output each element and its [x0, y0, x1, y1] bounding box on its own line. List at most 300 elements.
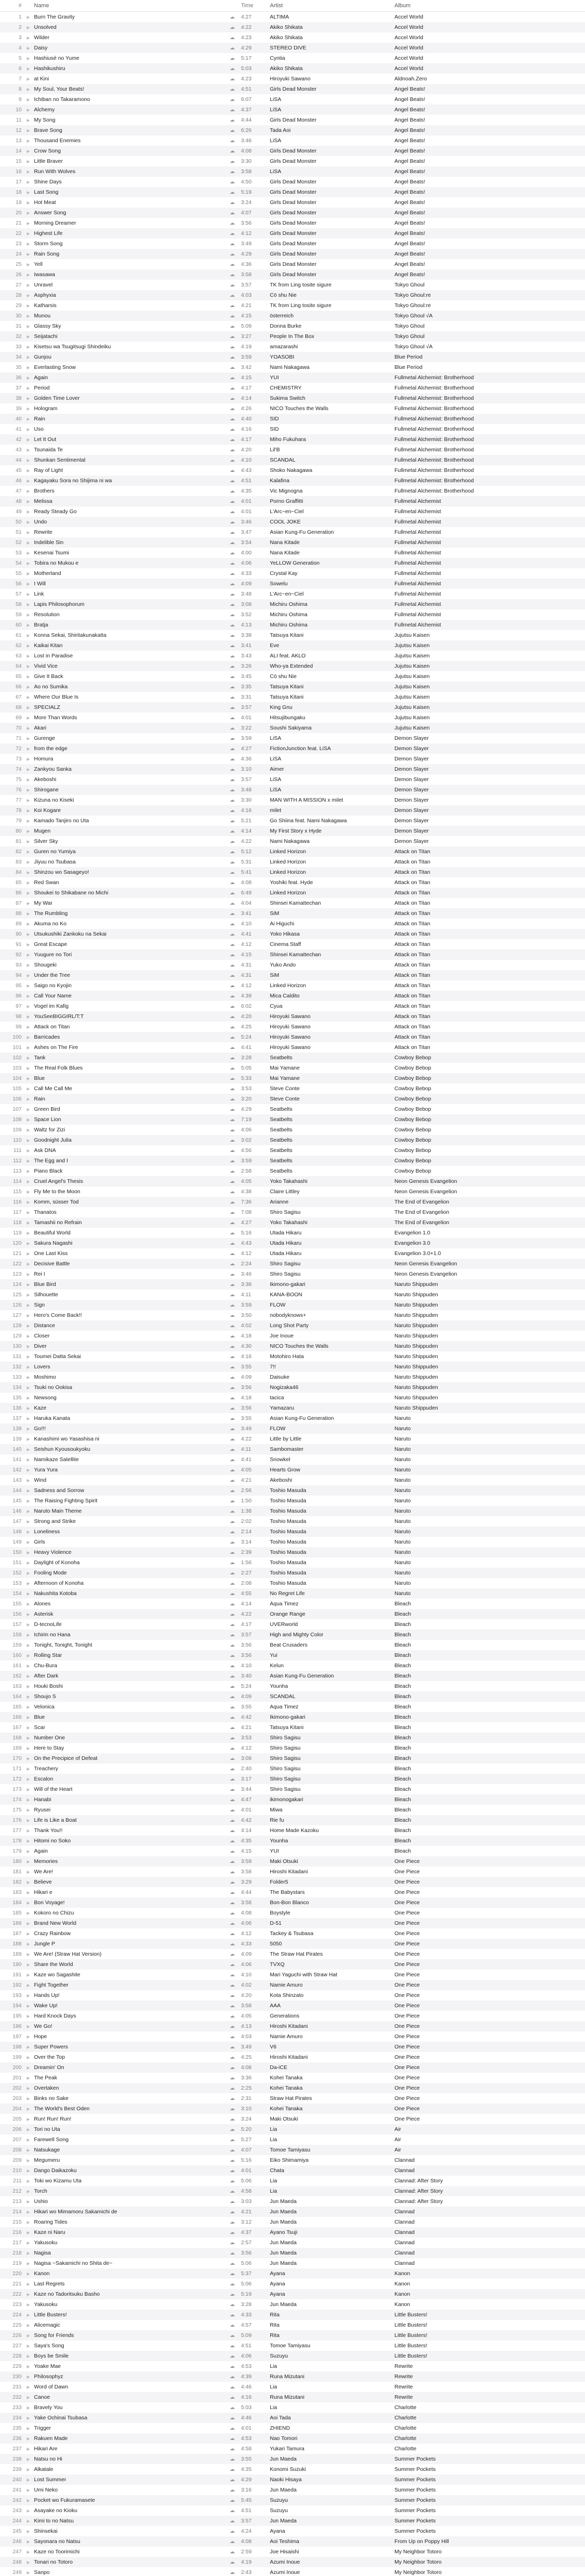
track-row[interactable] — [0, 1351, 585, 1362]
track-row[interactable] — [0, 1990, 585, 2001]
track-album: Attack on Titan — [394, 952, 431, 958]
track-row[interactable] — [0, 1413, 585, 1423]
track-row[interactable] — [0, 1506, 585, 1516]
track-number: 171 — [12, 1766, 22, 1772]
track-row[interactable] — [0, 1774, 585, 1784]
track-row[interactable] — [0, 2155, 585, 2165]
track-row[interactable] — [0, 1145, 585, 1156]
track-row[interactable] — [0, 342, 585, 352]
track-row[interactable] — [0, 434, 585, 445]
track-row[interactable] — [0, 331, 585, 342]
track-row[interactable] — [0, 950, 585, 960]
play-icon: ▶ — [27, 828, 30, 834]
track-row[interactable] — [0, 1764, 585, 1774]
track-row[interactable] — [0, 980, 585, 991]
track-row[interactable] — [0, 2145, 585, 2155]
track-row[interactable] — [0, 1918, 585, 1928]
play-icon: ▶ — [27, 117, 30, 123]
track-row[interactable] — [0, 2042, 585, 2052]
track-row[interactable] — [0, 2031, 585, 2042]
track-row[interactable] — [0, 764, 585, 774]
track-row[interactable] — [0, 2104, 585, 2114]
track-row[interactable] — [0, 1578, 585, 1588]
track-row[interactable] — [0, 2165, 585, 2176]
track-row[interactable] — [0, 2351, 585, 2361]
track-row[interactable] — [0, 311, 585, 321]
track-time: 4:17 — [241, 385, 252, 391]
track-row[interactable] — [0, 1444, 585, 1454]
track-number: 202 — [12, 2085, 22, 2091]
track-row[interactable] — [0, 177, 585, 187]
track-row[interactable] — [0, 651, 585, 661]
track-row[interactable] — [0, 2227, 585, 2238]
track-row[interactable] — [0, 1011, 585, 1022]
track-artist: Chata — [270, 2167, 285, 2174]
track-row[interactable] — [0, 187, 585, 197]
cloud-icon: ☁ — [230, 1230, 235, 1236]
track-row[interactable] — [0, 2186, 585, 2196]
track-row[interactable] — [0, 197, 585, 208]
track-album: Evangelion 1.0 — [394, 1230, 431, 1236]
cloud-icon: ☁ — [230, 2198, 235, 2205]
track-row[interactable] — [0, 135, 585, 146]
track-row[interactable] — [0, 1207, 585, 1217]
track-row[interactable] — [0, 32, 585, 43]
column-header-name[interactable]: Name — [34, 3, 49, 9]
track-row[interactable] — [0, 1300, 585, 1310]
track-row[interactable] — [0, 1248, 585, 1259]
column-header-number[interactable]: # — [18, 3, 22, 9]
track-row[interactable] — [0, 1372, 585, 1382]
track-row[interactable] — [0, 599, 585, 609]
track-row[interactable] — [0, 146, 585, 156]
cloud-icon: ☁ — [230, 426, 235, 432]
track-row[interactable] — [0, 1001, 585, 1011]
track-row[interactable] — [0, 1722, 585, 1733]
track-row[interactable] — [0, 826, 585, 836]
track-row[interactable] — [0, 2536, 585, 2547]
track-row[interactable] — [0, 53, 585, 63]
cloud-icon: ☁ — [230, 1714, 235, 1720]
track-row[interactable] — [0, 414, 585, 424]
track-row[interactable] — [0, 1805, 585, 1815]
track-row[interactable] — [0, 1238, 585, 1248]
track-row[interactable] — [0, 2330, 585, 2341]
cloud-icon: ☁ — [230, 488, 235, 494]
track-row[interactable] — [0, 465, 585, 476]
track-row[interactable] — [0, 1702, 585, 1712]
track-row[interactable] — [0, 403, 585, 414]
play-icon: ▶ — [27, 1292, 30, 1297]
track-row[interactable] — [0, 1032, 585, 1042]
track-row[interactable] — [0, 1114, 585, 1125]
track-name: The World's Best Oden — [34, 2106, 90, 2112]
cloud-icon: ☁ — [230, 65, 235, 72]
track-row[interactable] — [0, 2176, 585, 2186]
track-row[interactable] — [0, 1465, 585, 1475]
track-row[interactable] — [0, 1928, 585, 1939]
track-row[interactable] — [0, 2444, 585, 2454]
track-row[interactable] — [0, 1825, 585, 1836]
track-row[interactable] — [0, 795, 585, 805]
track-time: 3:59 — [241, 1158, 252, 1164]
track-row[interactable] — [0, 939, 585, 950]
track-row[interactable] — [0, 362, 585, 372]
track-row[interactable] — [0, 1599, 585, 1609]
track-row[interactable] — [0, 2547, 585, 2557]
track-row[interactable] — [0, 888, 585, 898]
track-row[interactable] — [0, 846, 585, 857]
track-row[interactable] — [0, 2464, 585, 2475]
track-row[interactable] — [0, 321, 585, 331]
track-row[interactable] — [0, 2124, 585, 2134]
track-time: 3:47 — [241, 529, 252, 535]
track-row[interactable] — [0, 1619, 585, 1630]
track-row[interactable] — [0, 1403, 585, 1413]
track-row[interactable] — [0, 1527, 585, 1537]
track-artist: ikimonogakari — [270, 1797, 303, 1803]
track-row[interactable] — [0, 929, 585, 939]
track-row[interactable] — [0, 2299, 585, 2310]
track-row[interactable] — [0, 2382, 585, 2392]
track-row[interactable] — [0, 1053, 585, 1063]
track-row[interactable] — [0, 208, 585, 218]
track-row[interactable] — [0, 1362, 585, 1372]
track-row[interactable] — [0, 1794, 585, 1805]
track-row[interactable] — [0, 2258, 585, 2268]
track-album: Summer Pockets — [394, 2487, 436, 2493]
track-row[interactable] — [0, 2310, 585, 2320]
track-row[interactable] — [0, 1712, 585, 1722]
track-row[interactable] — [0, 239, 585, 249]
track-row[interactable] — [0, 1475, 585, 1485]
track-row[interactable] — [0, 2001, 585, 2011]
play-icon: ▶ — [27, 2374, 30, 2379]
track-row[interactable] — [0, 2516, 585, 2526]
track-row[interactable] — [0, 733, 585, 743]
track-row[interactable] — [0, 1217, 585, 1228]
track-row[interactable] — [0, 445, 585, 455]
track-row[interactable] — [0, 2207, 585, 2217]
track-row[interactable] — [0, 1125, 585, 1135]
track-artist: Linked Horizon — [270, 859, 306, 865]
track-number: 131 — [12, 1353, 22, 1360]
track-row[interactable] — [0, 455, 585, 465]
column-header-artist[interactable]: Artist — [270, 3, 283, 9]
track-row[interactable] — [0, 1423, 585, 1434]
track-row[interactable] — [0, 970, 585, 980]
track-row[interactable] — [0, 2413, 585, 2423]
track-row[interactable] — [0, 2021, 585, 2031]
track-row[interactable] — [0, 1640, 585, 1650]
track-row[interactable] — [0, 1733, 585, 1743]
track-row[interactable] — [0, 2505, 585, 2516]
cloud-icon: ☁ — [230, 2425, 235, 2431]
track-album: Naruto Shippuden — [394, 1323, 438, 1329]
track-row[interactable] — [0, 1959, 585, 1970]
play-icon: ▶ — [27, 1921, 30, 1926]
track-row[interactable] — [0, 1228, 585, 1238]
track-row[interactable] — [0, 1939, 585, 1949]
track-row[interactable] — [0, 774, 585, 785]
track-row[interactable] — [0, 372, 585, 383]
track-row[interactable] — [0, 1547, 585, 1557]
track-artist: Ayana — [270, 2281, 285, 2287]
track-row[interactable] — [0, 2454, 585, 2464]
track-artist: Hearts Grow — [270, 1467, 300, 1473]
cloud-icon: ☁ — [230, 272, 235, 278]
track-row[interactable] — [0, 1980, 585, 1990]
track-row[interactable] — [0, 1166, 585, 1176]
track-row[interactable] — [0, 1856, 585, 1867]
track-row[interactable] — [0, 1485, 585, 1496]
track-row[interactable] — [0, 1815, 585, 1825]
track-row[interactable] — [0, 486, 585, 496]
track-row[interactable] — [0, 609, 585, 620]
track-row[interactable] — [0, 280, 585, 290]
track-row[interactable] — [0, 156, 585, 166]
track-row[interactable] — [0, 1877, 585, 1887]
track-row[interactable] — [0, 2134, 585, 2145]
track-row[interactable] — [0, 2268, 585, 2279]
track-row[interactable] — [0, 2289, 585, 2299]
track-row[interactable] — [0, 496, 585, 506]
track-row[interactable] — [0, 2495, 585, 2505]
track-row[interactable] — [0, 1908, 585, 1918]
column-header-time[interactable]: Time — [241, 3, 254, 9]
track-row[interactable] — [0, 1568, 585, 1578]
track-row[interactable] — [0, 2011, 585, 2021]
track-row[interactable] — [0, 269, 585, 280]
track-row[interactable] — [0, 2083, 585, 2093]
track-row[interactable] — [0, 2073, 585, 2083]
track-row[interactable] — [0, 836, 585, 846]
track-row[interactable] — [0, 300, 585, 311]
track-row[interactable] — [0, 960, 585, 970]
track-row[interactable] — [0, 290, 585, 300]
track-row[interactable] — [0, 785, 585, 795]
track-row[interactable] — [0, 671, 585, 682]
track-row[interactable] — [0, 2093, 585, 2104]
track-number: 78 — [15, 807, 22, 814]
track-row[interactable] — [0, 640, 585, 651]
track-row[interactable] — [0, 2361, 585, 2371]
track-row[interactable] — [0, 1609, 585, 1619]
track-row[interactable] — [0, 1331, 585, 1341]
track-row[interactable] — [0, 2217, 585, 2227]
track-row[interactable] — [0, 105, 585, 115]
track-row[interactable] — [0, 1022, 585, 1032]
track-row[interactable] — [0, 1320, 585, 1331]
track-row[interactable] — [0, 476, 585, 486]
track-album: Bleach — [394, 1745, 411, 1751]
track-row[interactable] — [0, 1588, 585, 1599]
track-artist: Cyntia — [270, 55, 285, 61]
track-row[interactable] — [0, 12, 585, 22]
track-row[interactable] — [0, 919, 585, 929]
track-row[interactable] — [0, 1104, 585, 1114]
track-row[interactable] — [0, 1516, 585, 1527]
track-row[interactable] — [0, 1650, 585, 1660]
track-row[interactable] — [0, 74, 585, 84]
track-row[interactable] — [0, 2341, 585, 2351]
track-row[interactable] — [0, 1496, 585, 1506]
track-row[interactable] — [0, 908, 585, 919]
track-row[interactable] — [0, 506, 585, 517]
track-artist: Rita — [270, 2332, 280, 2338]
track-row[interactable] — [0, 682, 585, 692]
track-row[interactable] — [0, 1681, 585, 1691]
track-row[interactable] — [0, 424, 585, 434]
track-row[interactable] — [0, 1949, 585, 1959]
track-row[interactable] — [0, 1537, 585, 1547]
track-row[interactable] — [0, 1094, 585, 1104]
track-row[interactable] — [0, 723, 585, 733]
track-row[interactable] — [0, 2371, 585, 2382]
track-row[interactable] — [0, 620, 585, 630]
track-row[interactable] — [0, 754, 585, 764]
track-row[interactable] — [0, 702, 585, 713]
track-row[interactable] — [0, 2475, 585, 2485]
track-row[interactable] — [0, 1042, 585, 1053]
track-row[interactable] — [0, 94, 585, 105]
track-number: 222 — [12, 2291, 22, 2297]
cloud-icon: ☁ — [230, 2363, 235, 2369]
track-row[interactable] — [0, 1846, 585, 1856]
track-row[interactable] — [0, 125, 585, 135]
track-row[interactable] — [0, 84, 585, 94]
track-row[interactable] — [0, 661, 585, 671]
track-artist: Hitsujibungaku — [270, 715, 305, 721]
track-row[interactable] — [0, 857, 585, 867]
track-row[interactable] — [0, 1630, 585, 1640]
track-row[interactable] — [0, 877, 585, 888]
play-icon: ▶ — [27, 148, 30, 154]
track-row[interactable] — [0, 2402, 585, 2413]
track-row[interactable] — [0, 1434, 585, 1444]
track-row[interactable] — [0, 115, 585, 125]
track-time: 3:58 — [241, 2003, 252, 2009]
track-artist: Girls Dead Monster — [270, 241, 317, 247]
track-row[interactable] — [0, 1176, 585, 1187]
track-row[interactable] — [0, 805, 585, 816]
track-row[interactable] — [0, 1743, 585, 1753]
track-time: 4:39 — [241, 2374, 252, 2380]
track-row[interactable] — [0, 1836, 585, 1846]
track-row[interactable] — [0, 1279, 585, 1290]
track-row[interactable] — [0, 63, 585, 74]
track-row[interactable] — [0, 1310, 585, 1320]
track-album: Attack on Titan — [394, 972, 431, 978]
track-row[interactable] — [0, 2557, 585, 2567]
track-row[interactable] — [0, 2526, 585, 2536]
track-row[interactable] — [0, 517, 585, 527]
track-row[interactable] — [0, 1073, 585, 1083]
track-row[interactable] — [0, 1671, 585, 1681]
track-row[interactable] — [0, 2433, 585, 2444]
track-row[interactable] — [0, 2279, 585, 2289]
track-row[interactable] — [0, 1187, 585, 1197]
track-artist: LiSA — [270, 138, 282, 144]
track-row[interactable] — [0, 1897, 585, 1908]
track-row[interactable] — [0, 1259, 585, 1269]
track-row[interactable] — [0, 1382, 585, 1393]
track-row[interactable] — [0, 393, 585, 403]
track-row[interactable] — [0, 589, 585, 599]
track-row[interactable] — [0, 1269, 585, 1279]
track-row[interactable] — [0, 2423, 585, 2433]
track-row[interactable] — [0, 630, 585, 640]
track-time: 3:59 — [241, 735, 252, 741]
track-row[interactable] — [0, 1290, 585, 1300]
track-row[interactable] — [0, 713, 585, 723]
track-row[interactable] — [0, 43, 585, 53]
track-row[interactable] — [0, 1691, 585, 1702]
track-row[interactable] — [0, 1867, 585, 1877]
track-row[interactable] — [0, 1784, 585, 1794]
track-row[interactable] — [0, 2485, 585, 2495]
track-row[interactable] — [0, 1083, 585, 1094]
track-row[interactable] — [0, 218, 585, 228]
track-row[interactable] — [0, 1341, 585, 1351]
track-row[interactable] — [0, 527, 585, 537]
track-row[interactable] — [0, 1753, 585, 1764]
track-row[interactable] — [0, 1393, 585, 1403]
track-row[interactable] — [0, 2062, 585, 2073]
track-row[interactable] — [0, 22, 585, 32]
track-row[interactable] — [0, 568, 585, 579]
track-row[interactable] — [0, 249, 585, 259]
track-row[interactable] — [0, 383, 585, 393]
track-row[interactable] — [0, 166, 585, 177]
track-row[interactable] — [0, 1887, 585, 1897]
track-row[interactable] — [0, 2567, 585, 2576]
track-row[interactable] — [0, 1454, 585, 1465]
track-row[interactable] — [0, 537, 585, 548]
track-row[interactable] — [0, 1135, 585, 1145]
track-row[interactable] — [0, 558, 585, 568]
track-row[interactable] — [0, 259, 585, 269]
track-row[interactable] — [0, 1197, 585, 1207]
track-row[interactable] — [0, 743, 585, 754]
track-row[interactable] — [0, 2320, 585, 2330]
track-row[interactable] — [0, 867, 585, 877]
track-row[interactable] — [0, 991, 585, 1001]
track-row[interactable] — [0, 1660, 585, 1671]
track-row[interactable] — [0, 228, 585, 239]
track-number: 32 — [15, 333, 22, 340]
column-header-album[interactable]: Album — [394, 3, 411, 9]
track-row[interactable] — [0, 1970, 585, 1980]
track-row[interactable] — [0, 1557, 585, 1568]
track-row[interactable] — [0, 2196, 585, 2207]
track-row[interactable] — [0, 2392, 585, 2402]
track-row[interactable] — [0, 2248, 585, 2258]
cloud-icon: ☁ — [230, 529, 235, 535]
track-row[interactable] — [0, 816, 585, 826]
track-row[interactable] — [0, 579, 585, 589]
track-row[interactable] — [0, 2052, 585, 2062]
track-row[interactable] — [0, 548, 585, 558]
track-row[interactable] — [0, 2114, 585, 2124]
track-row[interactable] — [0, 1063, 585, 1073]
track-album: Charlotte — [394, 2415, 417, 2421]
track-row[interactable] — [0, 352, 585, 362]
track-row[interactable] — [0, 2238, 585, 2248]
track-row[interactable] — [0, 898, 585, 908]
track-row[interactable] — [0, 692, 585, 702]
track-row[interactable] — [0, 1156, 585, 1166]
